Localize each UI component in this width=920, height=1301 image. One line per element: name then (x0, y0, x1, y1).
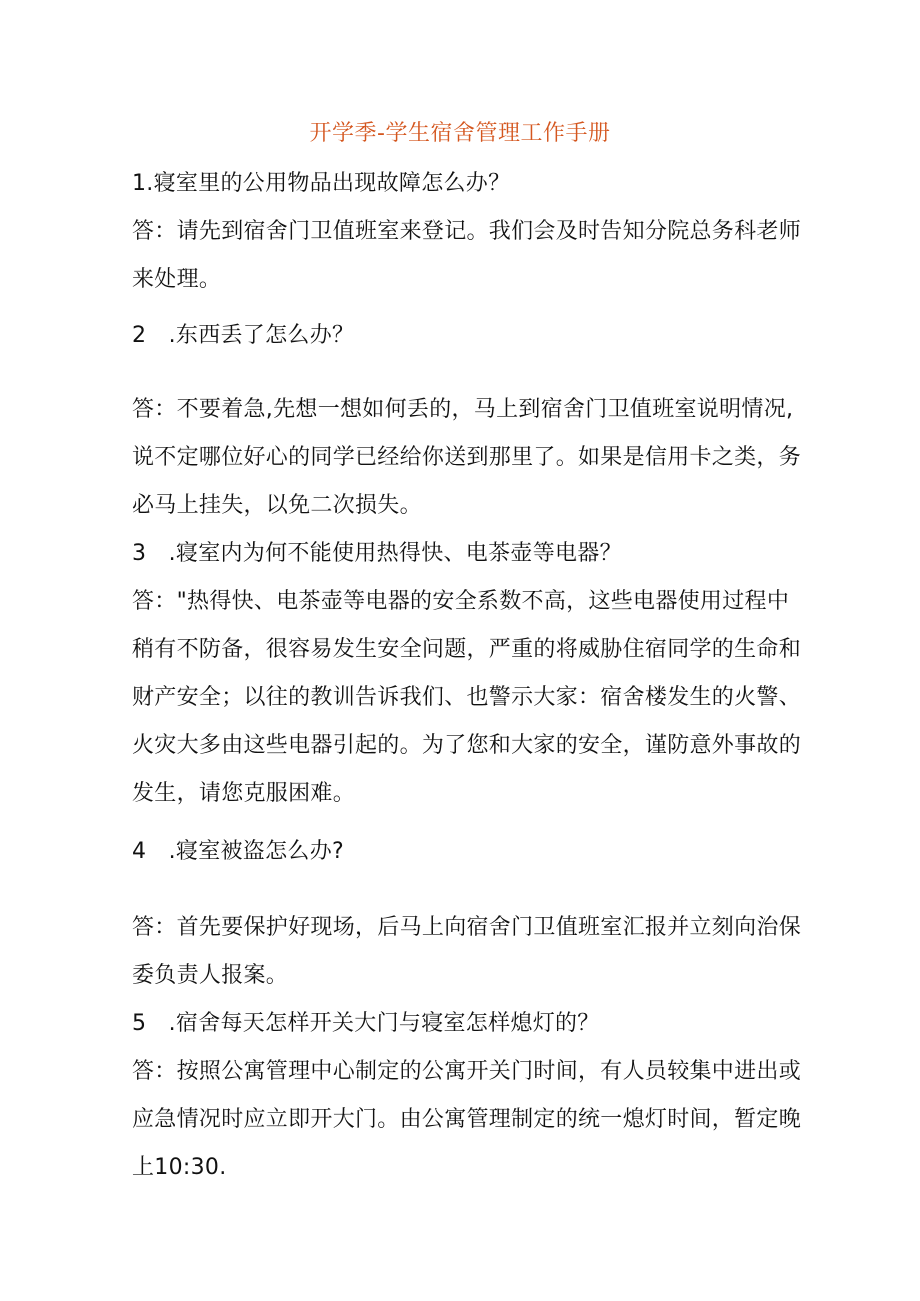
answer-3: 答："热得快、电茶壶等电器的安全系数不高，这些电器使用过程中稍有不防备，很容易发生安全问题，严重的将威胁住宿同学的生命和财产安全；以往的教训告诉我们、也警示大家：宿舍楼发生的火警、火灾大多由这些电器引起的。为了您和大家的安全，谨防意外事故的发生，请您克服困难。 (132, 589, 802, 806)
question-2: 2 .东西丢了怎么办？ (132, 323, 355, 348)
question-4: 4 .寝室被盗怎么办? (132, 839, 344, 864)
question-3: 3 .寝室内为何不能使用热得快、电茶壶等电器？ (132, 541, 622, 566)
question-1: 1.寝室里的公用物品出现故障怎么办？ (132, 171, 511, 196)
question-5: 5 .宿舍每天怎样开关大门与寝室怎样熄灯的？ (132, 1011, 600, 1036)
answer-5: 答：按照公寓管理中心制定的公寓开关门时间，有人员较集中进出或应急情况时应立即开大门。由公寓管理制定的统一熄灯时间，暂定晚上10:30. (132, 1059, 802, 1180)
answer-4: 答：首先要保护好现场，后马上向宿舍门卫值班室汇报并立刻向治保委负责人报案。 (132, 915, 802, 988)
document-title: 开学季-学生宿舍管理工作手册 (309, 121, 611, 146)
answer-1: 答：请先到宿舍门卫值班室来登记。我们会及时告知分院总务科老师来处理。 (132, 219, 802, 292)
answer-2: 答：不要着急,先想一想如何丢的，马上到宿舍门卫值班室说明情况,说不定哪位好心的同学已经给你送到那里了。如果是信用卡之类，务必马上挂失，以免二次损失。 (132, 397, 802, 518)
